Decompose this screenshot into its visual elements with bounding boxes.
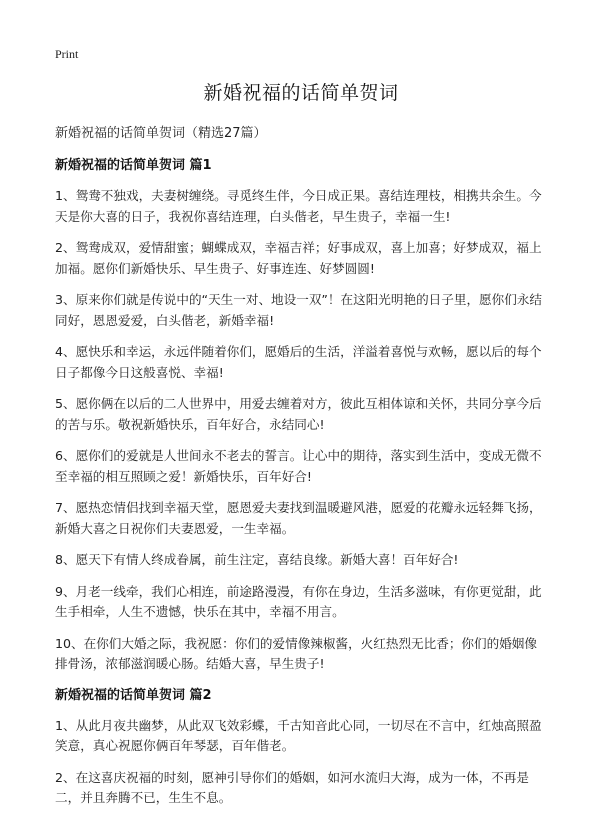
paragraph: 2、在这喜庆祝福的时刻，愿神引导你们的婚姻，如河水流归大海，成为一体，不再是二，并且奔腾不已，生生不息。	[55, 769, 529, 805]
document-subtitle: 新婚祝福的话简单贺词（精选27篇）	[55, 126, 267, 141]
section-2	[55, 686, 547, 809]
paragraph: 9、月老一线牵，我们心相连，前途路漫漫，有你在身边，生活多滋味，有你更觉甜，此生手相牵，人生不遗憾，快乐在其中，幸福不用言。	[55, 583, 542, 619]
paragraph: 5、愿你俩在以后的二人世界中，用爱去缠着对方，彼此互相体谅和关怀，共同分享今后的苦与乐。敬祝新婚快乐，百年好合，永结同心!	[55, 396, 542, 432]
print-link[interactable]: Print	[55, 47, 79, 61]
paragraph: 2、鸳鸯成双，爱情甜蜜；蝴蝶成双，幸福吉祥；好事成双，喜上加喜；好梦成双，福上加福。愿你们新婚快乐、早生贵子、好事连连、好梦圆圆!	[55, 240, 542, 276]
paragraph: 3、原来你们就是传说中的“天生一对、地设一双”！在这阳光明艳的日子里，愿你们永结同好，恩恩爱爱，白头偕老，新婚幸福!	[55, 292, 543, 328]
paragraph: 10、在你们大婚之际，我祝愿：你们的爱情像辣椒酱，火红热烈无比香；你们的婚姻像排骨汤，浓郁滋润暖心肠。结婚大喜，早生贵子!	[55, 635, 537, 671]
section-heading: 新婚祝福的话简单贺词 篇1	[55, 158, 212, 173]
paragraph: 1、从此月夜共幽梦，从此双飞效彩蝶，千古知音此心同，一切尽在不言中，红烛高照盈笑意，真心祝愿你俩百年琴瑟，百年偕老。	[55, 717, 542, 753]
paragraph: 7、愿热恋情侣找到幸福天堂，愿恩爱夫妻找到温暖避风港，愿爱的花瓣永远轻舞飞扬，新婚大喜之日祝你们夫妻恩爱，一生幸福。	[55, 500, 542, 536]
page-title: 新婚祝福的话简单贺词	[203, 82, 399, 104]
section-1	[55, 156, 547, 675]
section-heading: 新婚祝福的话简单贺词 篇2	[55, 687, 212, 703]
paragraph: 8、愿天下有情人终成眷属，前生注定，喜结良缘。新婚大喜！百年好合!	[55, 552, 459, 567]
document-body	[55, 78, 547, 820]
paragraph: 6、愿你们的爱就是人世间永不老去的誓言。让心中的期待，落实到生活中，变成无微不至幸福的相互照顾之爱！新婚快乐，百年好合!	[55, 448, 542, 484]
paragraph: 1、鸳鸯不独戏，夫妻树缠绕。寻觅终生伴，今日成正果。喜结连理枝，相携共余生。今天是你大喜的日子，我祝你喜结连理，白头偕老，早生贵子，幸福一生!	[55, 188, 542, 224]
paragraph: 4、愿快乐和幸运，永远伴随着你们，愿婚后的生活，洋溢着喜悦与欢畅，愿以后的每个日子都像今日这般喜悦、幸福!	[55, 344, 542, 380]
